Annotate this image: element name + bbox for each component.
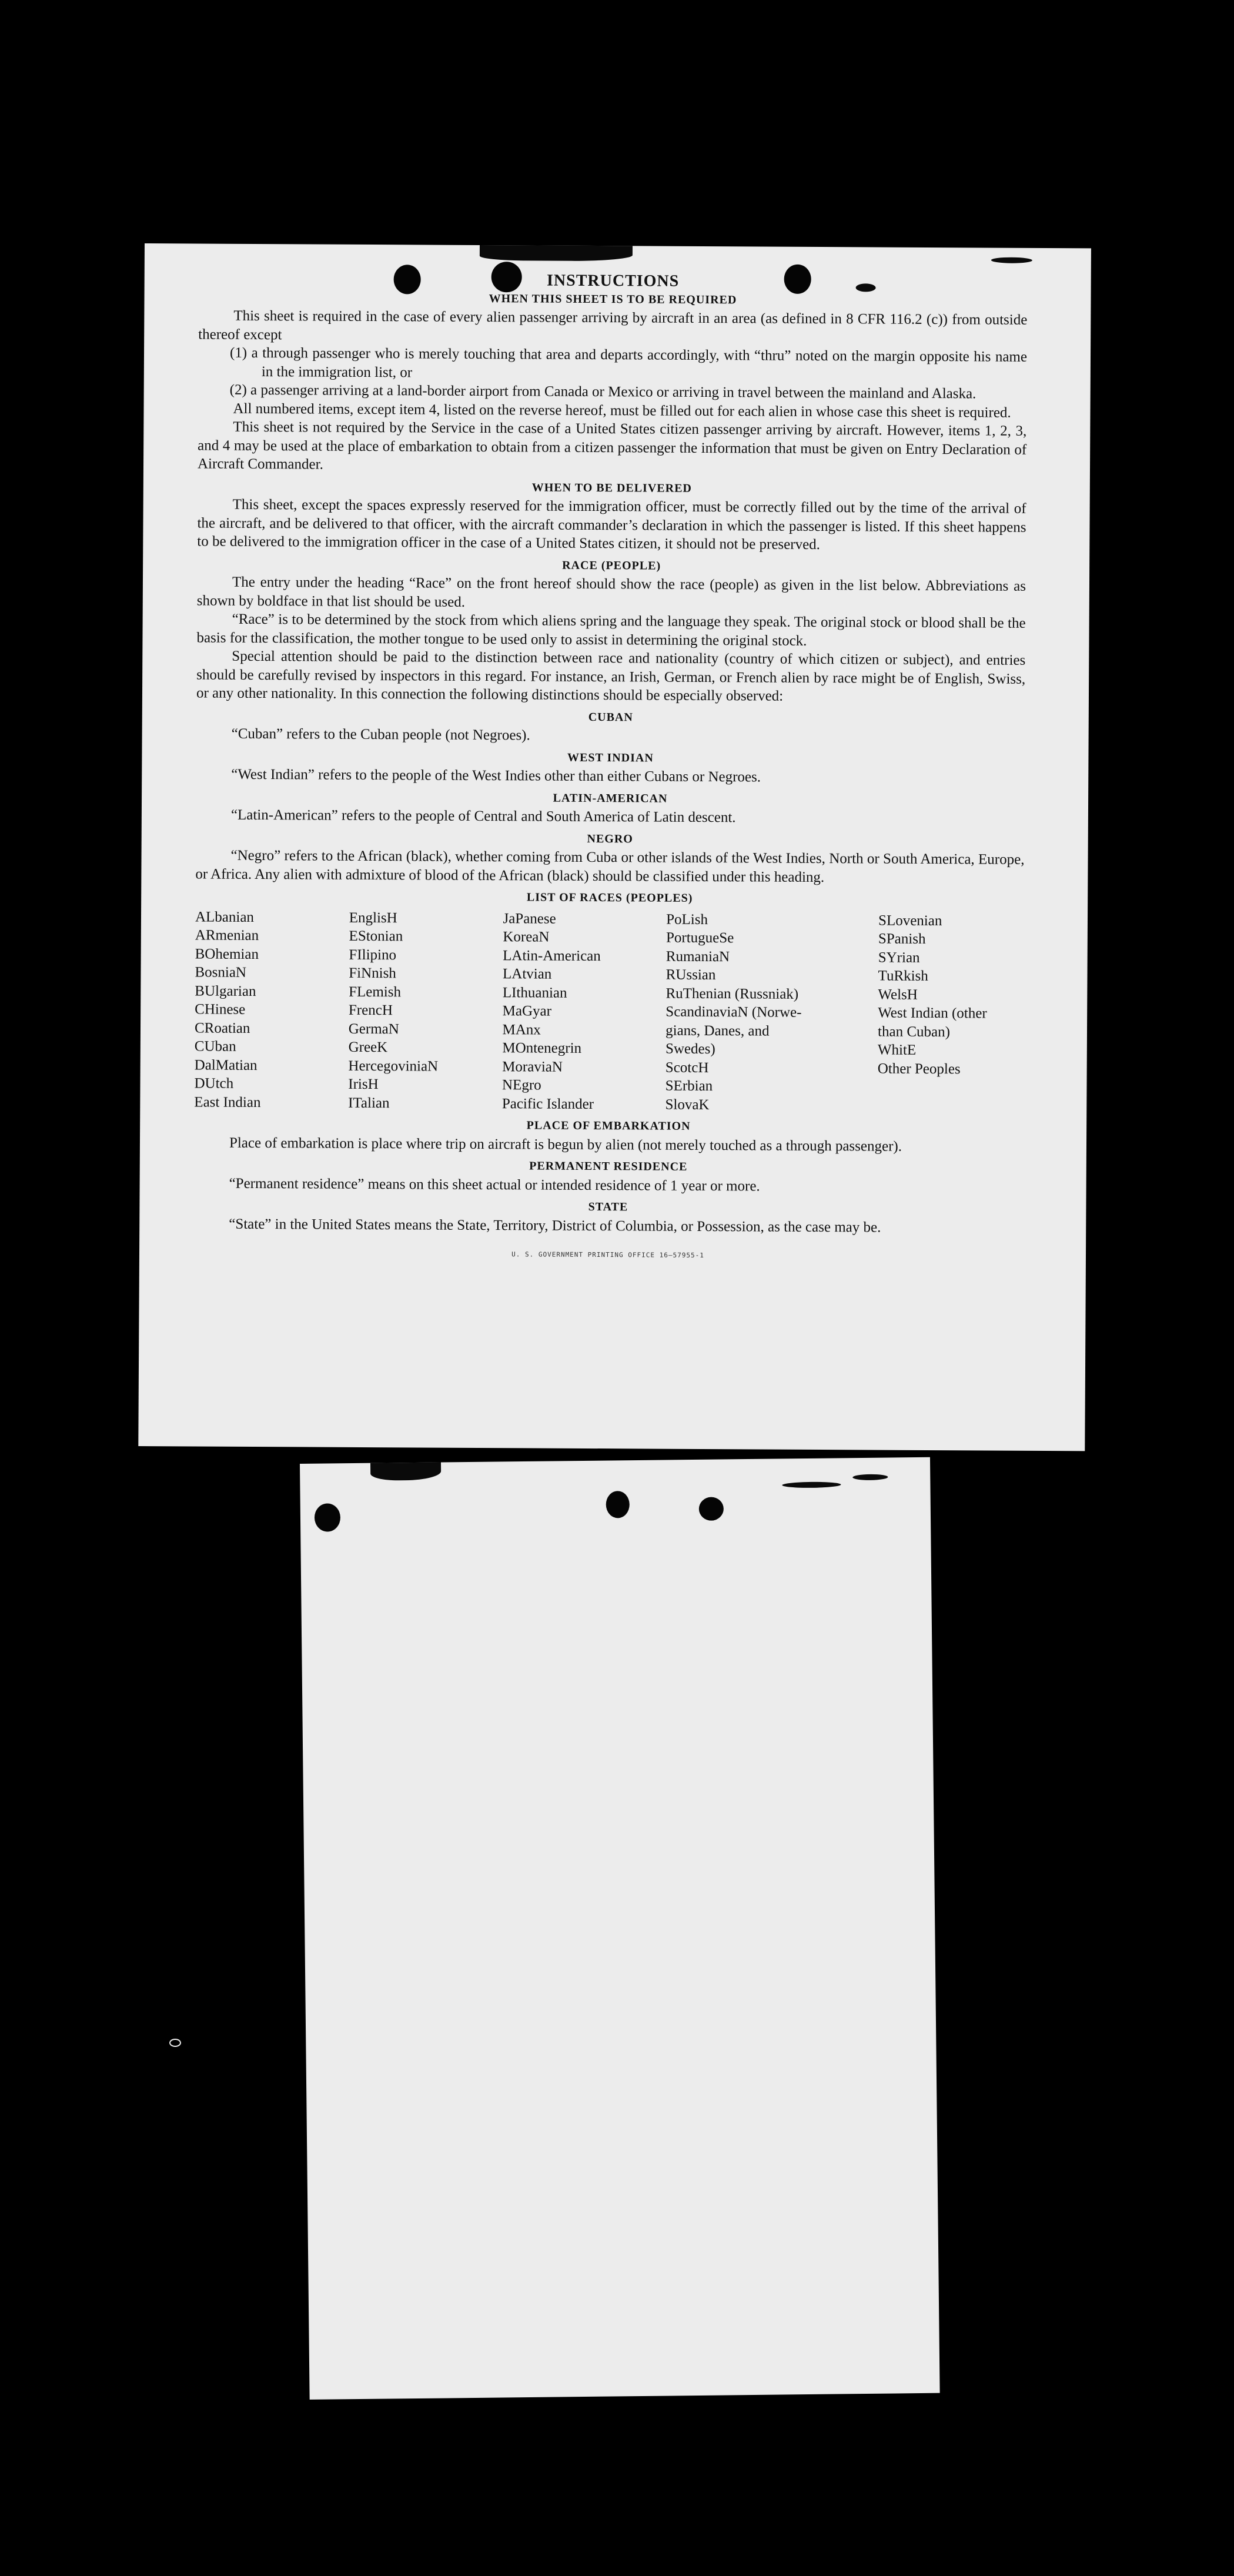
race-entry: RuThenian (Russniak) xyxy=(666,985,799,1002)
race-entry: NEgro xyxy=(501,1077,541,1093)
section-heading-latin-american: LATIN-AMERICAN xyxy=(553,791,668,805)
cuban-paragraph: “Cuban” refers to the Cuban people (not Negroes). xyxy=(231,725,530,744)
section-heading-state: STATE xyxy=(588,1200,628,1214)
section-heading-negro: NEGRO xyxy=(587,832,633,845)
race-entry: ARmenian xyxy=(195,927,259,944)
race-entry: GreeK xyxy=(348,1039,388,1056)
printing-office-footer: U. S. GOVERNMENT PRINTING OFFICE 16—57955-1 xyxy=(511,1250,704,1260)
race-entry: MAnx xyxy=(502,1021,541,1038)
race-entry: ScandinaviaN (Norwe- xyxy=(666,1003,802,1021)
race-entry: HercegoviniaN xyxy=(348,1058,439,1075)
race-entry: RUssian xyxy=(666,966,716,983)
residence-paragraph: “Permanent residence” means on this sheet actual or intended residence of 1 year or more. xyxy=(229,1175,760,1195)
negro-paragraph: “Negro” refers to the African (black), whether coming from Cuba or other islands of the West Indies, North or South America, Europe, or Africa. Any alien with admixture of blood of the African (black) should be classified under this heading. xyxy=(195,847,1025,885)
races-list xyxy=(194,908,1024,1116)
races-column-5 xyxy=(877,911,1024,1116)
race-entry: SLovenian xyxy=(878,912,942,929)
exception-item-2: (2) a passenger arriving at a land-border airport from Canada or Mexico or arriving in travel between the mainland and Alaska. xyxy=(229,382,977,402)
race-entry: WelsH xyxy=(878,986,918,1003)
punch-hole xyxy=(699,1497,724,1520)
section-heading-races-list: LIST OF RACES (PEOPLES) xyxy=(526,891,693,905)
section-heading-when-required: WHEN THIS SHEET IS TO BE REQUIRED xyxy=(489,292,737,306)
race-entry: ALbanian xyxy=(195,908,255,925)
embarkation-paragraph: Place of embarkation is place where trip on aircraft is begun by alien (not merely touched as a through passenger). xyxy=(229,1135,902,1155)
race-entry: CHinese xyxy=(195,1001,246,1018)
section-heading-race: RACE (PEOPLE) xyxy=(562,558,661,573)
west-indian-paragraph: “West Indian” refers to the people of the West Indies other than either Cubans or Negroes. xyxy=(231,766,761,785)
latin-american-paragraph: “Latin-American” refers to the people of Central and South America of Latin descent. xyxy=(230,807,736,826)
section-heading-cuban: CUBAN xyxy=(588,710,633,724)
punch-hole xyxy=(315,1503,341,1531)
state-paragraph: “State” in the United States means the State, Territory, District of Columbia, or Possession, as the case may be. xyxy=(229,1216,881,1236)
race-entry: BosniaN xyxy=(195,964,247,981)
races-column-2 xyxy=(348,908,503,1113)
race-paragraph-2: “Race” is to be determined by the stock from which aliens spring and the language they speak. The original stock or blood shall be the basis for the classification, the mother tongue to be used only to assist in determining the original stock. xyxy=(196,611,1026,649)
race-entry: EnglisH xyxy=(349,909,397,926)
race-entry: SYrian xyxy=(878,949,920,966)
race-paragraph-1: The entry under the heading “Race” on the front hereof should show the race (people) as given in the list below. Abbreviations as shown by boldface in that list should be used. xyxy=(196,574,1026,610)
race-entry: DalMatian xyxy=(194,1056,257,1073)
race-paragraph-3: Special attention should be paid to the distinction between race and nationality (country of which citizen or subject), and entries should be carefully revised by inspectors in this regard. For instance, an Irish, German, or French alien by race might be of English, Swiss, or any other nationality. In this connection the following distinctions should be especially observed: xyxy=(196,648,1026,704)
race-entry: DUtch xyxy=(194,1075,234,1092)
section-heading-when-delivered: WHEN TO BE DELIVERED xyxy=(531,480,692,495)
document-title: INSTRUCTIONS xyxy=(547,271,680,290)
ink-blot xyxy=(370,1462,441,1480)
race-entry: JaPanese xyxy=(503,910,556,927)
race-entry: BUlgarian xyxy=(195,982,256,999)
race-entry: MaGyar xyxy=(502,1003,552,1019)
race-entry: Swedes) xyxy=(665,1041,715,1058)
race-entry: FrencH xyxy=(348,1002,393,1019)
race-entry: CRoatian xyxy=(194,1019,250,1036)
instructions-text xyxy=(193,269,1028,1266)
delivered-paragraph: This sheet, except the spaces expressly reserved for the immigration officer, must be correctly filled out by the time of the arrival of the aircraft, and be delivered to that officer, with the aircraft commander’s declaration in which the passenger is listed. If this sheet happens to be delivered to the immigration officer in the case of a United States citizen, it should not be preserved. xyxy=(197,496,1026,553)
race-entry: ScotcH xyxy=(665,1059,709,1076)
race-entry: FIlipino xyxy=(349,946,397,963)
races-column-4 xyxy=(665,910,878,1115)
blank-sheet xyxy=(300,1457,940,2400)
races-column-1 xyxy=(194,908,349,1112)
film-mark xyxy=(169,2039,181,2047)
race-entry: SPanish xyxy=(878,931,926,947)
section-heading-residence: PERMANENT RESIDENCE xyxy=(529,1159,688,1173)
race-entry: EStonian xyxy=(349,928,403,945)
race-entry: RumaniaN xyxy=(666,948,730,965)
race-entry: West Indian (other xyxy=(878,1005,987,1022)
race-entry: ITalian xyxy=(348,1095,390,1111)
race-entry: MoraviaN xyxy=(502,1058,563,1075)
race-entry: MOntenegrin xyxy=(502,1040,582,1056)
race-entry: FiNnish xyxy=(349,965,396,982)
required-intro: This sheet is required in the case of every alien passenger arriving by aircraft in an area (as defined in 8 CFR 116.2 (c)) from outside thereof except xyxy=(198,307,1028,343)
ink-blot xyxy=(480,245,633,261)
citizen-paragraph: This sheet is not required by the Service in the case of a United States citizen passenger arriving by aircraft. However, items 1, 2, 3, and 4 may be used at the place of embarkation to obtain from a citizen passenger the information that must be given on Entry Declaration of Aircraft Commander. xyxy=(197,419,1027,473)
race-entry: SlovaK xyxy=(665,1096,710,1113)
race-entry: FLemish xyxy=(349,983,402,1000)
race-entry: East Indian xyxy=(194,1093,261,1110)
race-entry: SErbian xyxy=(665,1078,713,1095)
race-entry: LAtin-American xyxy=(503,947,601,964)
instruction-sheet xyxy=(138,243,1091,1451)
race-entry: CUban xyxy=(194,1038,236,1055)
exception-item-1: (1) a through passenger who is merely touching that area and departs accordingly, with “thru” noted on the margin opposite his name in the immigration list, or xyxy=(229,344,1028,380)
race-entry: Pacific Islander xyxy=(501,1095,594,1112)
races-column-3 xyxy=(502,909,666,1114)
section-heading-west-indian: WEST INDIAN xyxy=(567,751,654,765)
race-entry: TuRkish xyxy=(878,968,928,984)
race-entry: gians, Danes, and xyxy=(666,1022,770,1039)
numbered-items-paragraph: All numbered items, except item 4, listed on the reverse hereof, must be filled out for each alien in whose case this sheet is required. xyxy=(233,400,1011,421)
section-heading-embarkation: PLACE OF EMBARKATION xyxy=(526,1119,691,1133)
race-entry: WhitE xyxy=(877,1042,917,1058)
ink-blot xyxy=(782,1481,841,1488)
punch-hole xyxy=(606,1491,630,1518)
ink-blot xyxy=(991,257,1032,263)
race-entry: PortugueSe xyxy=(666,929,734,946)
ink-blot xyxy=(852,1474,888,1481)
race-entry: LAtvian xyxy=(502,966,552,982)
race-entry: GermaN xyxy=(348,1021,399,1037)
race-entry: than Cuban) xyxy=(878,1023,951,1040)
race-entry: LIthuanian xyxy=(502,984,567,1001)
race-entry: KoreaN xyxy=(503,929,550,945)
race-entry: BOhemian xyxy=(195,945,259,962)
race-entry: PoLish xyxy=(666,911,708,928)
race-entry: IrisH xyxy=(348,1076,379,1093)
race-entry: Other Peoples xyxy=(877,1060,961,1077)
